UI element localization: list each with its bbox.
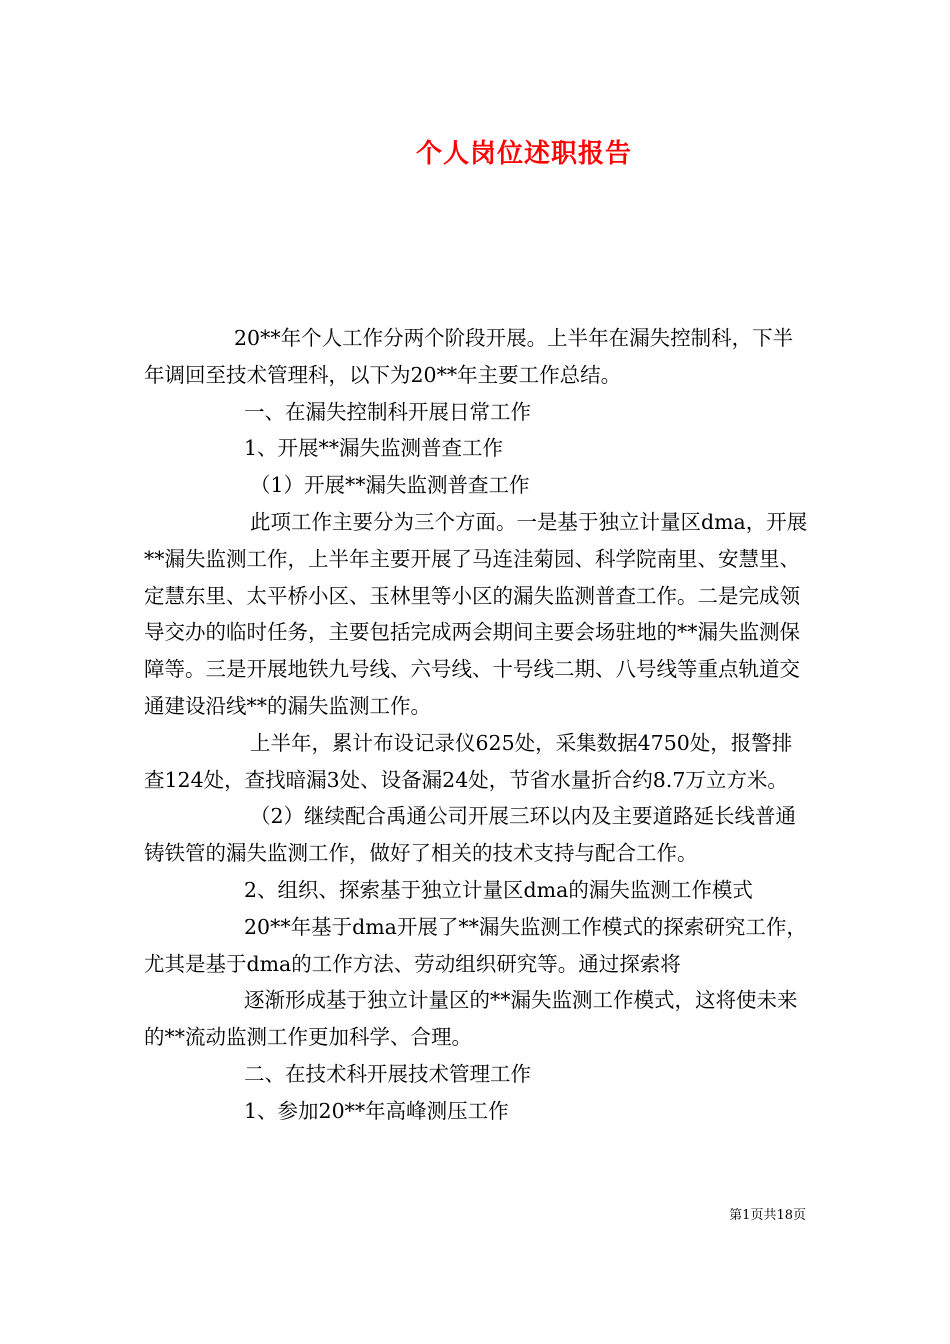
page-title: 个人岗位述职报告 (415, 139, 632, 169)
page-number-footer: 第1页共18页 (729, 1208, 806, 1223)
item-heading-1-1-2: （2）继续配合禹通公司开展三环以内及主要道路延长线普通铸铁管的漏失监测工作，做好了相关的技术支持与配合工作。 (144, 804, 797, 866)
paragraph-three-aspects: 此项工作主要分为三个方面。一是基于独立计量区dma，开展**漏失监测工作，上半年主要开展了马连洼菊园、科学院南里、安慧里、定慧东里、太平桥小区、玉林里等小区的漏失监测普查工作。二是完成领导交办的临时任务，主要包括完成两会期间主要会场驻地的**漏失监测保障等。三是开展地铁九号线、六号线、十号线二期、八号线等重点轨道交通建设沿线**的漏失监测工作。 (144, 509, 808, 718)
section-heading-1: 一、在漏失控制科开展日常工作 (244, 399, 531, 424)
document-body (144, 320, 812, 1130)
subsection-heading-1-1: 1、开展**漏失监测普查工作 (244, 436, 504, 461)
paragraph-dma-continuation: 逐渐形成基于独立计量区的**漏失监测工作模式，这将使未来的**流动监测工作更加科学、合理。 (144, 988, 798, 1050)
paragraph-statistics: 上半年，累计布设记录仪625处，采集数据4750处，报警排查124处，查找暗漏3处、设备漏24处，节省水量折合约8.7万立方米。 (144, 730, 793, 792)
subsection-heading-2-1: 1、参加20**年高峰测压工作 (244, 1098, 509, 1123)
paragraph-intro: 20**年个人工作分两个阶段开展。上半年在漏失控制科，下半年调回至技术管理科，以下为20**年主要工作总结。 (144, 326, 794, 387)
subsection-heading-1-2: 2、组织、探索基于独立计量区dma的漏失监测工作模式 (244, 877, 753, 902)
section-heading-2: 二、在技术科开展技术管理工作 (244, 1061, 531, 1086)
item-heading-1-1-1: （1）开展**漏失监测普查工作 (250, 473, 530, 498)
paragraph-dma-research: 20**年基于dma开展了**漏失监测工作模式的探索研究工作，尤其是基于dma的工作方法、劳动组织研究等。通过探索将 (144, 914, 807, 976)
